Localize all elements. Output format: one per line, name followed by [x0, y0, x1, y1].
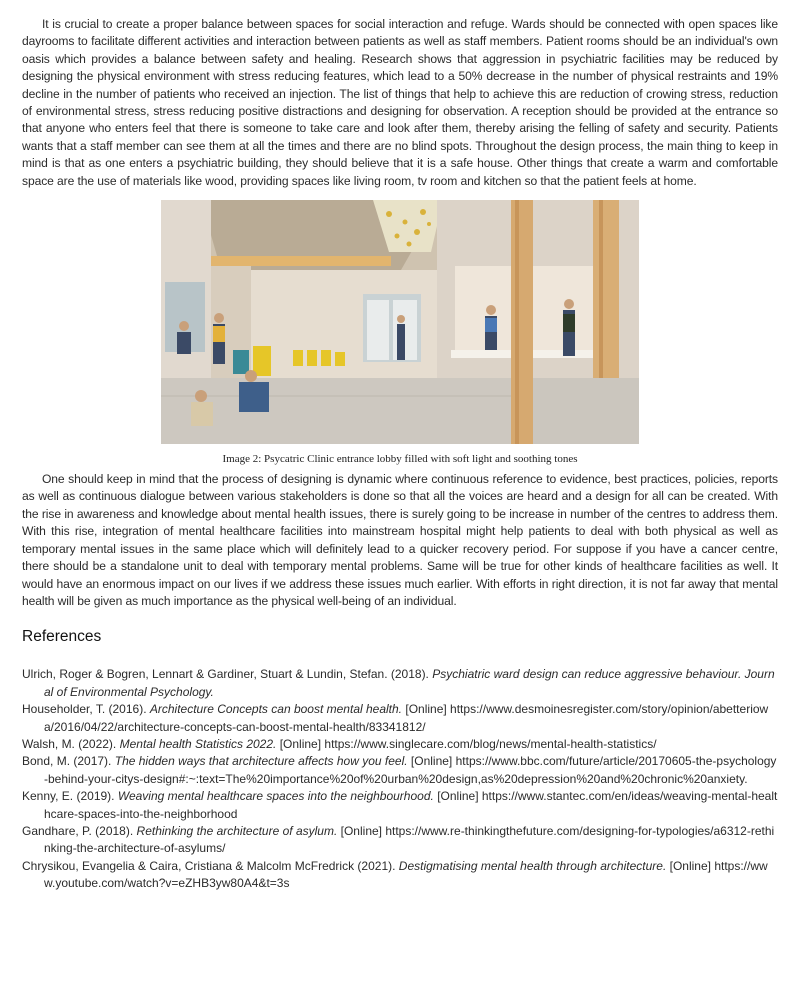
ref-authors: Bond, M. (2017).	[22, 754, 112, 769]
ref-title: Architecture Concepts can boost mental health.	[149, 702, 403, 717]
lobby-photo	[161, 200, 639, 444]
ref-title: Psychiatric ward design can reduce aggressive behaviour. Journal of Environmental Psychology.	[44, 667, 775, 699]
reference-item	[22, 858, 778, 893]
ref-title: Rethinking the architecture of asylum.	[136, 823, 338, 838]
ref-title: The hidden ways that architecture affects how you feel.	[114, 754, 408, 769]
ref-link[interactable]: [Online] https://www.singlecare.com/blog/news/mental-health-statistics/	[279, 736, 657, 751]
references-list	[22, 666, 778, 892]
ref-title: Destigmatising mental health through architecture.	[398, 858, 667, 873]
ref-link[interactable]: [Online] https://www.stantec.com/en/ideas/weaving-mental-healthcare-spaces-into-the-neighborhood	[44, 789, 778, 821]
body-paragraph-2: One should keep in mind that the process of designing is dynamic where continuous reference to evidence, best practices, policies, reports as well as continuous dialogue between various stakeholders is done so that all the voices are heard and a design for all can be created. With the rise in awareness and knowledge about mental health issues, there is surely going to be increase in number of the centres to address them. With this rise, integration of mental healthcare facilities into mainstream hospital might help patients to deal with both physical as well as temporary mental issues in the same place which will definitely lead to a quicker recovery period. For suppose if you have a cancer centre, there should be a standalone unit to deal with temporary mental problems. Same will be true for other kinds of healthcare facilities as well. It would have an enormous impact on our lives if we address these issues much earlier. With efforts in right direction, it is not far away that mental health will be given as much importance as the physical well-being of an individual.	[22, 472, 778, 608]
reference-item	[22, 753, 778, 788]
reference-item	[22, 823, 778, 858]
figure-caption: Image 2: Psycatric Clinic entrance lobby filled with soft light and soothing tones	[222, 453, 578, 466]
ref-link[interactable]: [Online] https://www.youtube.com/watch?v=eZHB3yw80A4&t=3s	[44, 858, 768, 891]
ref-link[interactable]: [Online] https://www.bbc.com/future/article/20170605-the-psychology-behind-your-citys-design#:~:text=The%20importance%20of%20urban%20design,as%20depression%20and%20chronic%20anxiety.	[44, 754, 777, 786]
ref-title: Weaving mental healthcare spaces into the neighbourhood.	[117, 789, 434, 804]
reference-item	[22, 736, 778, 753]
reference-item	[22, 701, 778, 736]
figure	[22, 200, 778, 465]
ref-link[interactable]: [Online] https://www.desmoinesregister.com/story/opinion/abetteriowa/2016/04/22/architecture-concepts-can-boost-mental-health/83341812/	[44, 702, 769, 734]
ref-link[interactable]: [Online] https://www.re-thinkingthefuture.com/designing-for-typologies/a6312-rethinking-the-architecture-of-asylums/	[44, 823, 775, 856]
reference-item	[22, 666, 778, 701]
lobby-illustration	[161, 200, 639, 444]
ref-authors: Chrysikou, Evangelia & Caira, Cristiana & Malcolm McFredrick (2021).	[22, 858, 396, 873]
ref-authors: Gandhare, P. (2018).	[22, 823, 134, 838]
ref-authors: Walsh, M. (2022).	[22, 736, 117, 751]
references-heading: References	[22, 628, 102, 646]
document-page	[22, 16, 778, 893]
ref-authors: Kenny, E. (2019).	[22, 789, 115, 804]
body-paragraph-1: It is crucial to create a proper balance between spaces for social interaction and refuge. Wards should be connected with open spaces like dayrooms to facilitate different activities and interaction between patients as well as staff members. Patient rooms should be an individual's own oasis which provides a balance between safety and healing. Research shows that aggression in psychiatric facilities may be reduced by designing the physical environment with stress reducing features, which lead to a 50% decrease in the number of physical restraints and 19% decline in the number of patients who received an injection. The list of things that help to achieve this are reduction of crowing stress, reduction of environmental stress, stress reducing positive distractions and designing for observation. A reception should be provided at the entrance so that anyone who enters feel that there is someone to take care and look after them, thereby arising the felling of safety and security. Patients wants that a staff member can see them at all the times and there are no blind spots. Throughout the design process, the main thing to keep in mind is that as one enters a psychiatric building, they should believe that it is a safe house. Other things that create a warm and comfortable space are the use of materials like wood, providing spaces like living room, tv room and kitchen so that the patient feels at home.	[22, 17, 778, 188]
ref-title: Mental health Statistics 2022.	[119, 736, 277, 751]
ref-authors: Householder, T. (2016).	[22, 702, 147, 717]
ref-authors: Ulrich, Roger & Bogren, Lennart & Gardiner, Stuart & Lundin, Stefan. (2018).	[22, 667, 429, 682]
reference-item	[22, 788, 778, 823]
